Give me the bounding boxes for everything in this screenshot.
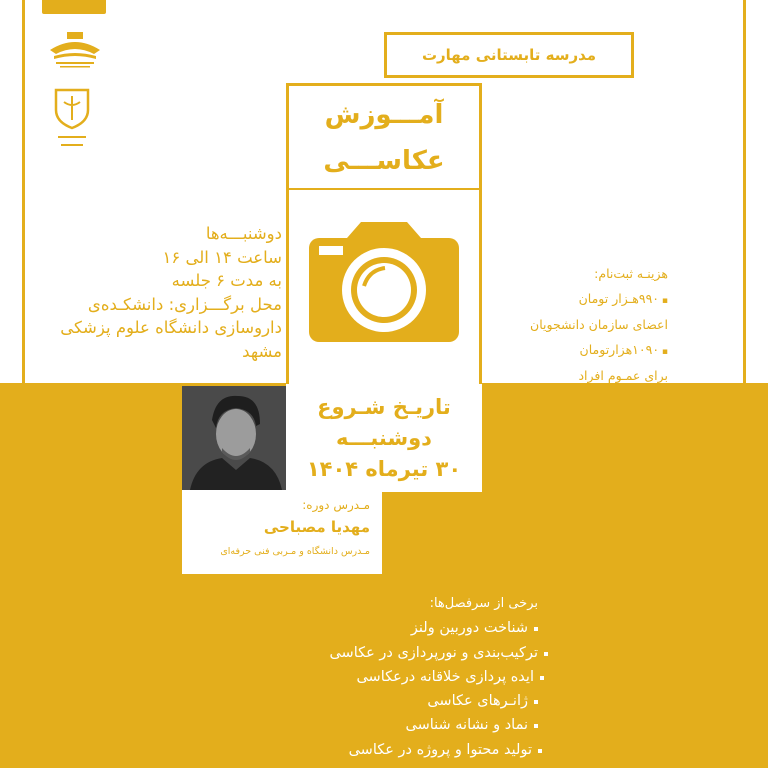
camera-panel	[286, 190, 482, 386]
teacher-label: مـدرس دوره:	[302, 498, 370, 512]
university-logo	[52, 86, 92, 152]
fees-info	[488, 262, 668, 389]
topics-heading: برخی از سرفصل‌ها:	[429, 596, 538, 611]
course-title	[286, 83, 482, 191]
fee-public-price: ▪ ۱۰۹۰هزارتومان	[488, 338, 668, 365]
course-title-line1: آمـــوزش	[324, 100, 444, 130]
start-title: تاریـخ شـروع	[317, 395, 451, 419]
schedule-info	[28, 222, 282, 363]
fee-student-label: اعضای سازمان دانشجویان	[530, 317, 668, 332]
frame-line-left	[22, 0, 25, 384]
camera-icon	[289, 190, 479, 386]
teacher-photo	[182, 386, 286, 490]
start-day: دوشنبـــه	[336, 426, 432, 450]
school-logo	[40, 28, 110, 70]
frame-line-right	[743, 0, 746, 384]
top-badge	[42, 0, 106, 14]
topic-item: ژانـرهای عکاسی	[258, 689, 538, 713]
schedule-day: دوشنبـــه‌ها	[205, 224, 282, 243]
topic-item: شناخت دوربین ولنز	[258, 616, 538, 640]
schedule-duration: به مدت ۶ جلسه	[171, 271, 282, 290]
topic-item: ترکیب‌بندی و نورپردازی در عکاسی	[258, 641, 548, 665]
teacher-portrait	[182, 386, 286, 490]
topic-item: ایده پردازی خلاقانه درعکاسی	[258, 665, 544, 689]
teacher-name: مهدیا مصباحی	[263, 518, 370, 536]
teacher-desc: مـدرس دانشگاه و مـربی فنی حرفه‌ای	[220, 546, 370, 557]
start-date	[286, 384, 482, 492]
start-date-value: ۳۰ تیرماه ۱۴۰۴	[306, 457, 462, 481]
teacher-info	[182, 490, 382, 574]
fee-student-price: ▪ ۹۹۰هـزار تومان	[488, 287, 668, 314]
fees-title: هزینـه ثبت‌نام:	[594, 266, 668, 281]
schedule-venue-3: مشهد	[242, 341, 282, 361]
topic-item: نماد و نشانه شناسی	[258, 713, 538, 737]
schedule-time: ساعت ۱۴ الی ۱۶	[162, 247, 282, 267]
course-title-line2: عکاســـی	[323, 146, 445, 176]
schedule-venue-2: داروسازی دانشگاه علوم پزشکی	[60, 318, 282, 337]
topic-item: تولید محتوا و پروژه در عکاسی	[258, 738, 542, 762]
schedule-venue-1: محل برگـــزاری: دانشکـده‌ی	[87, 294, 282, 314]
fee-public-label: برای عمـوم افراد	[578, 368, 668, 383]
topics-list	[258, 592, 538, 762]
school-name: مدرسه تابستانی مهارت	[384, 32, 634, 78]
